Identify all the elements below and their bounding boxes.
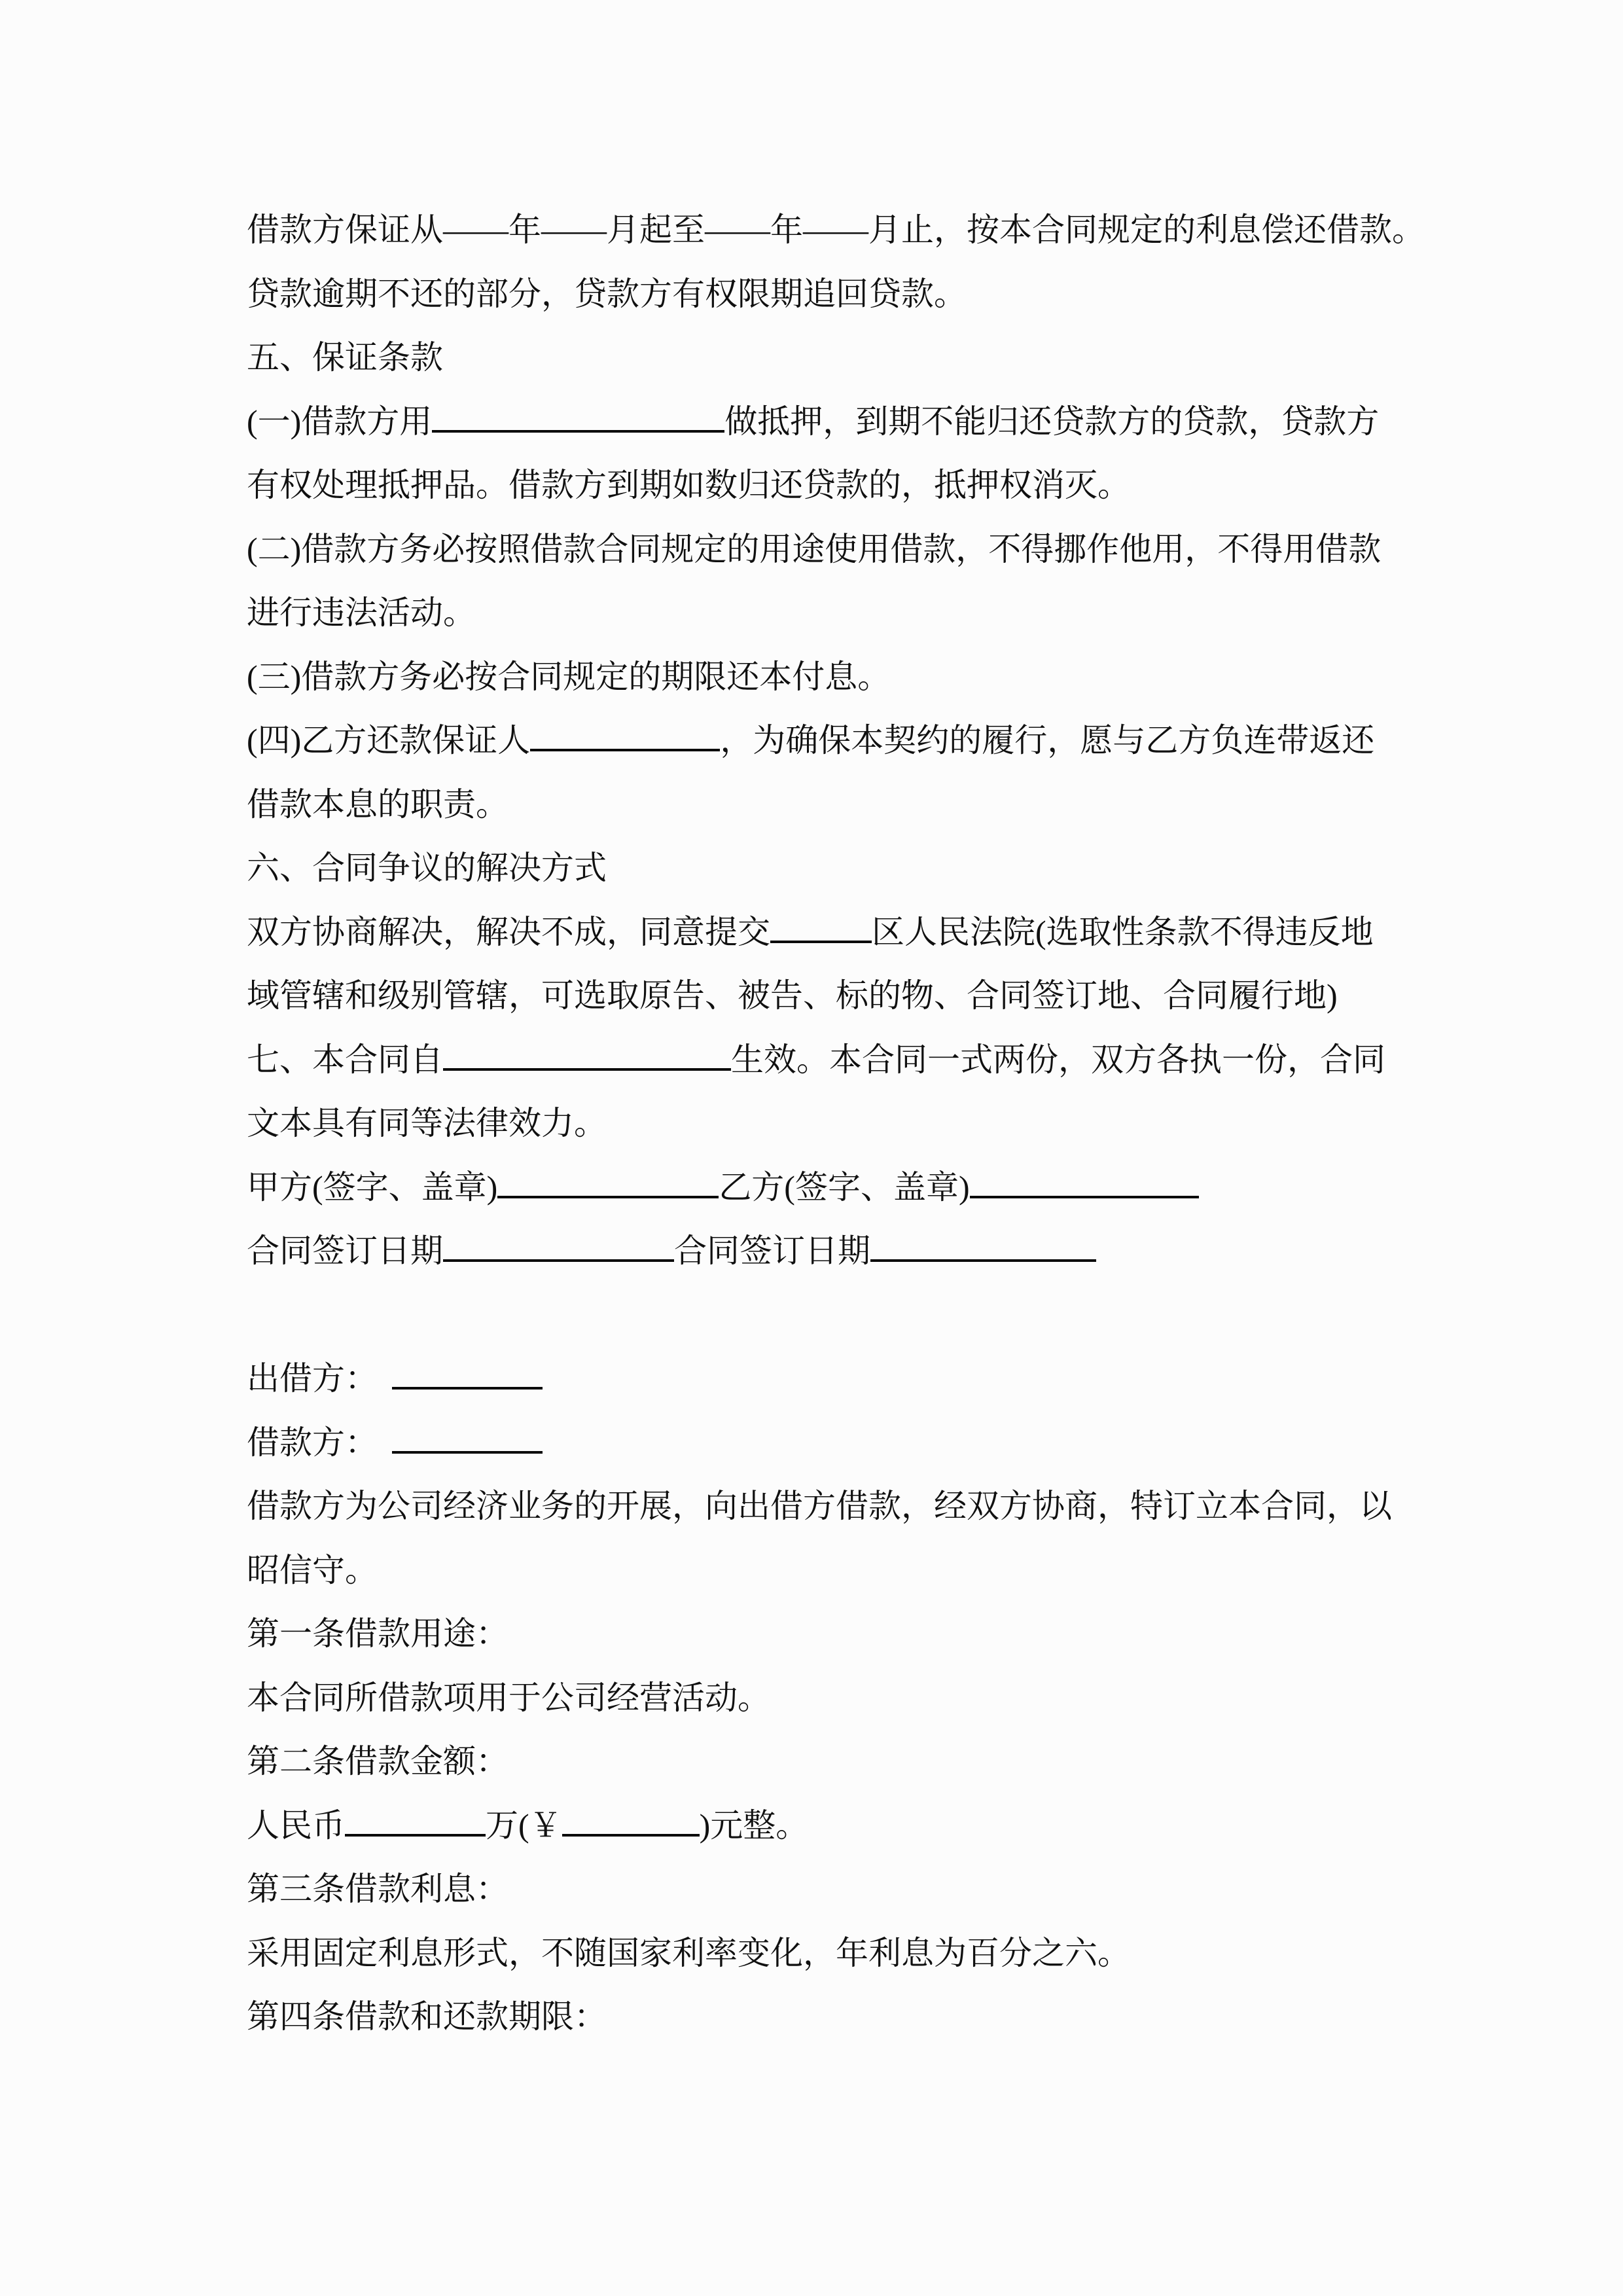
text-line	[247, 836, 1444, 901]
text-segment: 进行违法活动。	[247, 594, 476, 631]
text-segment: (二)借款方务必按照借款合同规定的用途使用借款，不得挪作他用，不得用借款	[247, 530, 1382, 567]
text-line	[247, 1475, 1444, 1539]
text-line	[247, 581, 1444, 645]
text-segment: 甲方(签字、盖章)	[247, 1168, 498, 1206]
text-line	[247, 709, 1444, 773]
text-line	[247, 198, 1444, 262]
text-segment: (一)借款方用	[247, 403, 433, 440]
text-segment: 六、合同争议的解决方式	[247, 850, 607, 886]
text-segment: 域管辖和级别管辖，可选取原告、被告、标的物、合同签订地、合同履行地)	[247, 977, 1338, 1014]
text-line	[247, 1028, 1444, 1092]
text-line	[247, 1347, 1444, 1411]
fill-in-blank	[530, 748, 720, 751]
spacer	[378, 1389, 392, 1390]
fill-in-blank	[443, 1259, 674, 1262]
text-segment: 借款本息的职责。	[247, 785, 508, 823]
text-line	[247, 645, 1444, 709]
text-segment: 双方协商解决，解决不成，同意提交	[247, 913, 770, 950]
text-segment: 第一条借款用途：	[247, 1615, 508, 1652]
text-segment: 借款方为公司经济业务的开展，向出借方借款，经双方协商，特订立本合同，以	[247, 1488, 1392, 1524]
text-segment: 借款方：	[247, 1424, 378, 1461]
text-line	[247, 1156, 1444, 1220]
text-segment: 人民币	[247, 1806, 345, 1844]
text-segment: 乙方(签字、盖章)	[719, 1168, 970, 1206]
text-segment: 生效。本合同一式两份，双方各执一份，合同	[731, 1041, 1385, 1078]
fill-in-blank	[443, 1067, 731, 1071]
text-segment: 文本具有同等法律效力。	[247, 1105, 607, 1141]
text-segment: 第四条借款和还款期限：	[247, 1998, 607, 2035]
fill-in-blank	[345, 1833, 486, 1837]
text-line	[247, 1411, 1444, 1475]
text-line	[247, 1219, 1444, 1283]
text-line	[247, 1730, 1444, 1794]
text-line	[247, 1857, 1444, 1922]
text-line	[247, 1922, 1444, 1986]
text-line	[247, 454, 1444, 518]
text-line	[247, 1602, 1444, 1666]
text-segment: 第二条借款金额：	[247, 1743, 508, 1780]
text-segment: (三)借款方务必按合同规定的期限还本付息。	[247, 658, 891, 695]
text-segment: 区人民法院(选取性条款不得违反地	[872, 913, 1374, 950]
text-line	[247, 326, 1444, 390]
text-line	[247, 964, 1444, 1028]
text-segment: 昭信守。	[247, 1551, 378, 1588]
fill-in-blank	[497, 1195, 719, 1198]
text-line	[247, 390, 1444, 454]
text-segment: 做抵押，到期不能归还贷款方的贷款，贷款方	[724, 403, 1380, 440]
text-segment: 五、保证条款	[247, 339, 443, 376]
text-segment: 采用固定利息形式，不随国家利率变化，年利息为百分之六。	[247, 1934, 1130, 1971]
text-segment: 合同签订日期	[247, 1232, 443, 1269]
text-segment: 合同签订日期	[674, 1232, 870, 1269]
fill-in-blank	[870, 1259, 1096, 1262]
fill-in-blank	[970, 1195, 1199, 1198]
text-line	[247, 262, 1444, 327]
text-segment: 出借方：	[247, 1360, 378, 1397]
text-line	[247, 1092, 1444, 1156]
text-line	[247, 1666, 1444, 1731]
spacer	[378, 1453, 392, 1454]
text-line	[247, 1794, 1444, 1858]
text-segment: 贷款逾期不还的部分，贷款方有权限期追回贷款。	[247, 275, 967, 312]
fill-in-blank	[770, 940, 872, 943]
text-segment: )元整。	[699, 1806, 809, 1844]
empty-line	[247, 1283, 1444, 1348]
text-segment: 借款方保证从——年——月起至——年——月止，按本合同规定的利息偿还借款。	[247, 211, 1425, 248]
fill-in-blank	[562, 1833, 700, 1837]
text-line	[247, 1985, 1444, 2049]
text-segment: 有权处理抵押品。借款方到期如数归还贷款的，抵押权消灭。	[247, 467, 1130, 503]
document-body	[247, 198, 1444, 2049]
fill-in-blank	[432, 429, 724, 433]
text-segment: ，为确保本契约的履行，愿与乙方负连带返还	[720, 722, 1375, 759]
text-line	[247, 773, 1444, 837]
text-line	[247, 901, 1444, 965]
text-line	[247, 518, 1444, 582]
fill-in-blank	[392, 1450, 543, 1454]
text-segment: (四)乙方还款保证人	[247, 722, 531, 759]
text-segment: 第三条借款利息：	[247, 1871, 508, 1907]
text-segment: 七、本合同自	[247, 1041, 443, 1078]
text-line	[247, 1539, 1444, 1603]
text-segment: 本合同所借款项用于公司经营活动。	[247, 1679, 770, 1716]
text-segment: 万(￥	[486, 1806, 562, 1844]
fill-in-blank	[392, 1386, 543, 1390]
